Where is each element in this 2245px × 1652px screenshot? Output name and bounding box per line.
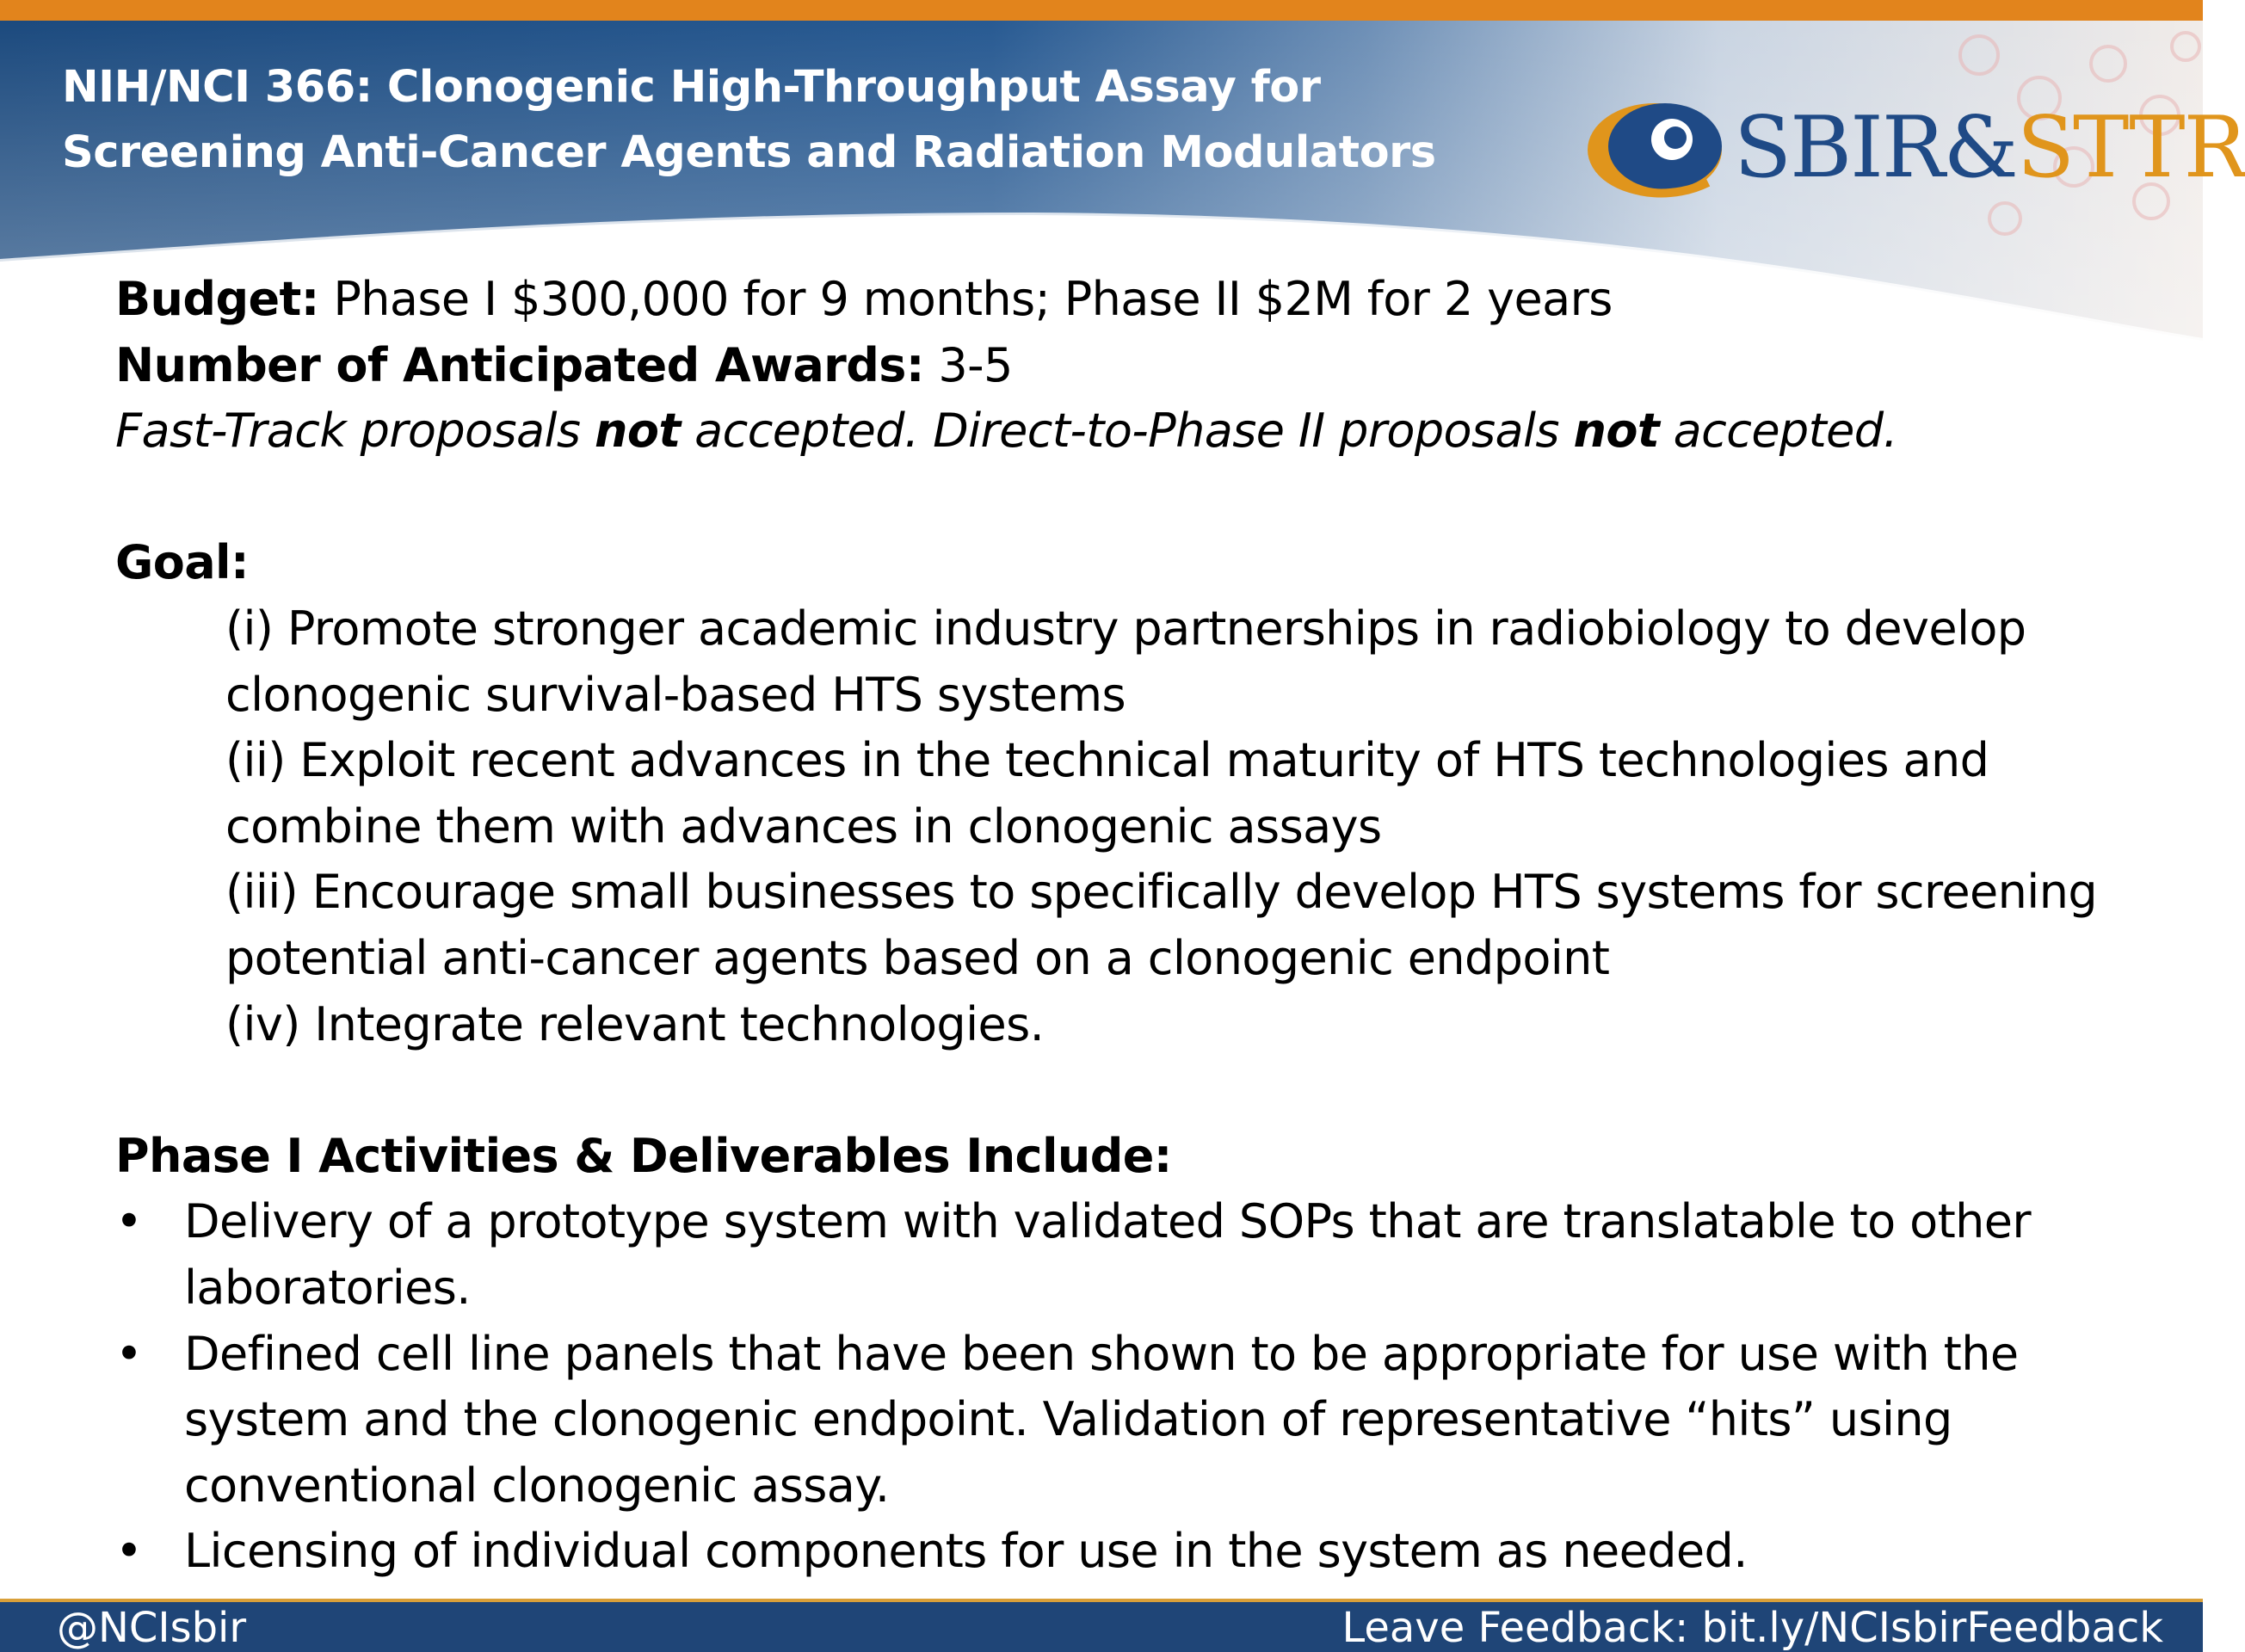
spacer bbox=[115, 1057, 2146, 1124]
fasttrack-not: not bbox=[594, 404, 681, 459]
goal-line: (i) Promote stronger academic industry partnerships in radiobiology to develop bbox=[225, 601, 2026, 656]
spacer bbox=[115, 465, 2146, 531]
awards-value: 3-5 bbox=[923, 337, 1013, 392]
logo-sttr-text: STTR bbox=[2016, 99, 2245, 197]
logo-sbir-text: SBIR bbox=[1734, 99, 1944, 197]
goal-line: clonogenic survival-based HTS systems bbox=[225, 667, 1126, 722]
goal-line: (iv) Integrate relevant technologies. bbox=[225, 996, 1045, 1051]
bullet-text: Delivery of a prototype system with validated SOPs that are translatable to other bbox=[184, 1194, 2031, 1249]
feedback-link[interactable]: Leave Feedback: bit.ly/NCIsbirFeedback bbox=[1341, 1604, 2163, 1652]
footer-bar bbox=[0, 1599, 2203, 1652]
budget-line bbox=[115, 267, 2146, 333]
twitter-handle[interactable]: @NCIsbir bbox=[57, 1604, 247, 1652]
bullet-text: Licensing of individual components for use in the system as needed. bbox=[184, 1524, 1748, 1579]
goal-heading bbox=[115, 530, 2146, 596]
direct-not: not bbox=[1573, 404, 1660, 459]
goal-line: (ii) Exploit recent advances in the technical maturity of HTS technologies and bbox=[225, 733, 1989, 788]
bullet-text-continued: laboratories. bbox=[184, 1260, 471, 1315]
slide-title bbox=[62, 55, 1525, 186]
bullet-text-continued: system and the clonogenic endpoint. Validation of representative “hits” using bbox=[184, 1392, 1952, 1447]
direct-text-end: accepted. bbox=[1659, 404, 1898, 459]
direct-text: accepted. Direct-to-Phase II proposals bbox=[680, 404, 1574, 459]
phase1-heading bbox=[115, 1124, 2146, 1190]
bullet-item bbox=[115, 1189, 2146, 1255]
budget-label: Budget: bbox=[115, 272, 319, 326]
awards-label: Number of Anticipated Awards: bbox=[115, 337, 924, 392]
fasttrack-text: Fast-Track proposals bbox=[115, 404, 595, 459]
bullet-text: Defined cell line panels that have been shown to be appropriate for use with the bbox=[184, 1326, 2019, 1381]
title-line-2: Screening Anti-Cancer Agents and Radiation Modulators bbox=[62, 127, 1436, 178]
budget-value: Phase I $300,000 for 9 months; Phase II $2M for 2 years bbox=[318, 272, 1613, 326]
logo-swirl-icon bbox=[1579, 93, 1738, 205]
goal-line: potential anti-cancer agents based on a clonogenic endpoint bbox=[225, 930, 1610, 985]
fasttrack-note bbox=[115, 398, 2146, 465]
goal-line: (iii) Encourage small businesses to specifically develop HTS systems for screening bbox=[225, 865, 2098, 920]
top-accent-strip bbox=[0, 0, 2203, 21]
goal-heading-text: Goal: bbox=[115, 535, 249, 590]
bullet-icon: • bbox=[115, 1524, 143, 1579]
bullet-text-continued: conventional clonogenic assay. bbox=[184, 1458, 890, 1513]
phase1-heading-text: Phase I Activities & Deliverables Include: bbox=[115, 1128, 1172, 1183]
awards-line bbox=[115, 333, 2146, 399]
bullet-icon: • bbox=[115, 1326, 143, 1381]
goal-line: combine them with advances in clonogenic assays bbox=[225, 798, 1382, 854]
bullet-icon: • bbox=[115, 1194, 143, 1249]
slide-body bbox=[115, 267, 2146, 1585]
bullet-item bbox=[115, 1519, 2146, 1585]
logo-ampersand: & bbox=[1943, 99, 2017, 197]
title-line-1: NIH/NCI 366: Clonogenic High-Throughput Assay for bbox=[62, 62, 1321, 113]
bullet-item bbox=[115, 1322, 2146, 1388]
sbir-sttr-logo bbox=[1579, 93, 2245, 205]
